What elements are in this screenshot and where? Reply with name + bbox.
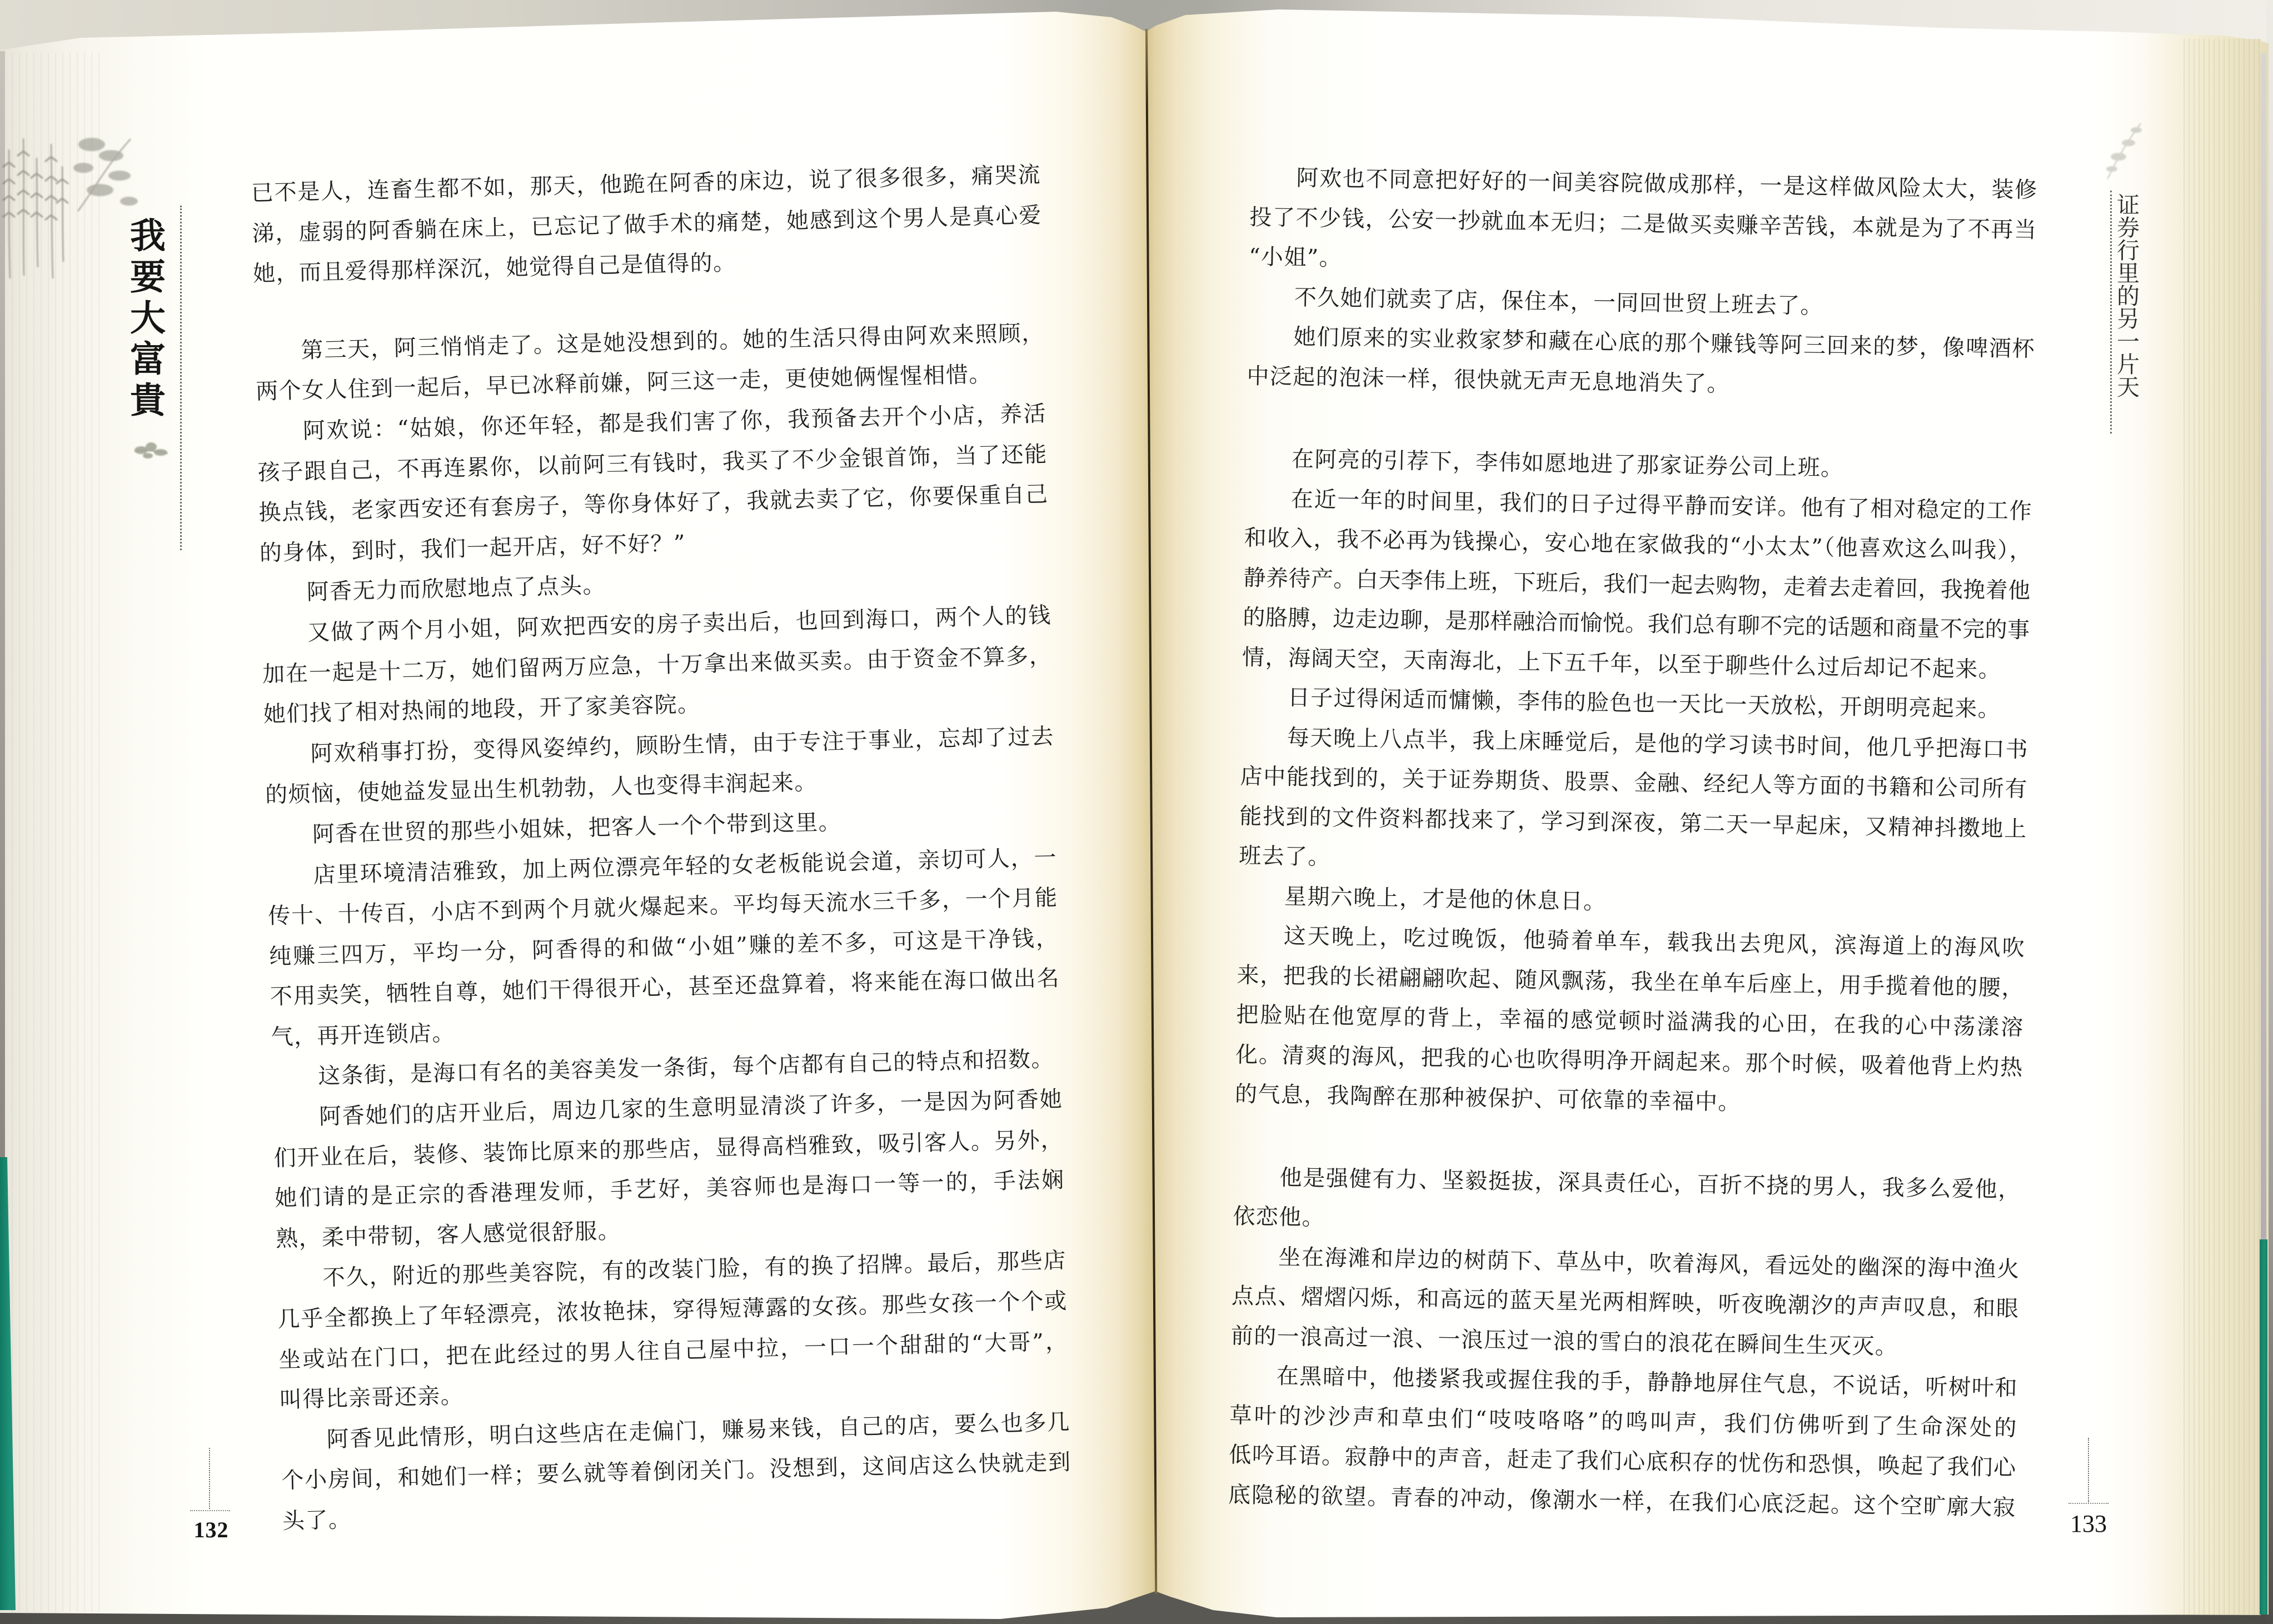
- text-line: 每天晚上八点半，我上床睡觉后，是他的学习读书时间，他几乎把海口书: [1287, 724, 2028, 763]
- text-line: 把脸贴在他宽厚的背上，幸福的感觉顿时溢满我的心田，在我的心中荡漾溶: [1236, 1002, 2023, 1041]
- paragraph: [1234, 916, 2025, 1128]
- paragraph: [1230, 1237, 2019, 1369]
- text-line: 和收入，我不必再为钱操心，安心地在家做我的“小太太”（他喜欢这么叫我），: [1244, 525, 2031, 564]
- text-line: 班去了。: [1238, 843, 1332, 870]
- page-number-left: 132: [193, 1517, 229, 1542]
- text-line: 熟，柔中带韧，客人感觉很舒服。: [275, 1218, 621, 1252]
- page-number-rule: [209, 1448, 210, 1509]
- paragraph: [1228, 1356, 2018, 1528]
- text-line: 日子过得闲适而慵懒，李伟的脸色也一天比一天放松，开朗明亮起来。: [1287, 685, 2001, 723]
- text-line: 两个女人住到一起后，早已冰释前嫌，阿三这一走，更使她俩惺惺相惜。: [255, 362, 993, 405]
- paragraph: [1233, 1157, 2021, 1249]
- text-line: 涕，虚弱的阿香躺在床上，已忘记了做手术的痛楚，她感到这个男人是真心爱: [252, 202, 1041, 247]
- text-line: 头了。: [282, 1507, 352, 1535]
- paragraph: [280, 1402, 1072, 1542]
- text-line: 投了不少钱，公安一抄就血本无归；二是做买卖赚辛苦钱，本就是为了不再当: [1249, 204, 2037, 243]
- text-line: 阿欢也不同意把好好的一间美容院做成那样，一是这样做风险太大，装修: [1296, 165, 2037, 203]
- text-line: 在阿亮的引荐下，李伟如愿地进了那家证券公司上班。: [1291, 446, 1844, 481]
- text-line: 化。清爽的海风，把我的心也吹得明净开阔起来。那个时候，吸着他背上灼热: [1235, 1042, 2023, 1080]
- paragraph: [1248, 158, 2037, 290]
- text-line: 店中能找到的，关于证券期货、股票、金融、经纪人等方面的书籍和公司所有: [1240, 763, 2027, 803]
- page-stack-edge-left: [6, 53, 100, 1612]
- text-line: 传十、十传百，小店不到两个月就火爆起来。平均每天流水三千多，一个月能: [267, 885, 1058, 929]
- text-line: 她，而且爱得那样深沉，她觉得自己是值得的。: [252, 250, 736, 287]
- paragraph: [261, 595, 1053, 735]
- running-title-chapter: 证券行里的另一片天: [2113, 193, 2140, 398]
- text-line: 纯赚三四万，平均一分，阿香得的和做“小姐”赚的差不多，可这是干净钱，: [268, 925, 1059, 970]
- text-line: 坐在海滩和岸边的树荫下、草丛中，吹着海风，看远处的幽深的海中渔火: [1278, 1244, 2020, 1282]
- text-line: 星期六晚上，才是他的休息日。: [1284, 883, 1607, 915]
- page-number-right: 133: [2070, 1510, 2107, 1537]
- text-line: 底隐秘的欲望。青春的冲动，像潮水一样，在我们心底泛起。这个空旷廓大寂: [1228, 1482, 2016, 1521]
- page-number-rule: [2088, 1438, 2089, 1502]
- left-page-body-text: [251, 155, 1072, 1542]
- text-line: 气，再开连锁店。: [271, 1020, 456, 1050]
- paragraph: [256, 393, 1049, 574]
- ink-painting-decoration: [0, 128, 144, 283]
- text-line: 低吟耳语。寂静中的声音，赶走了我们心底积存的忧伤和恐惧，唤起了我们心: [1228, 1442, 2016, 1481]
- text-line: 点点、熠熠闪烁，和高远的蓝天星光两相辉映，听夜晚潮汐的声声叹息，和眼: [1231, 1283, 2019, 1322]
- text-line: 前的一浪高过一浪、一浪压过一浪的雪白的浪花在瞬间生生灭灭。: [1230, 1323, 1898, 1360]
- paragraph: [267, 838, 1060, 1058]
- text-line: 阿香无力而欣慰地点了点头。: [306, 572, 606, 606]
- text-line: 她们原来的实业救家梦和藏在心底的那个赚钱等阿三回来的梦，像啤酒杯: [1293, 324, 2035, 362]
- text-line: 阿欢说：“姑娘，你还年轻，都是我们害了你，我预备去开个小店，养活: [302, 401, 1046, 444]
- text-line: 来，把我的长裙翩翩吹起、随风飘荡，我坐在单车后座上，用手揽着他的腰，: [1237, 962, 2024, 1001]
- text-line: 能找到的文件资料都找来了，学习到深夜，第二天一早起床，又精神抖擞地上: [1239, 803, 2027, 842]
- paragraph: [1242, 479, 2032, 690]
- page-stack-edge-right: [2180, 39, 2261, 1615]
- text-line: 的气息，我陶醉在那种被保护、可依靠的幸福中。: [1234, 1081, 1742, 1115]
- paragraph: [1247, 317, 2035, 409]
- paragraph: [251, 155, 1043, 295]
- text-line: 阿欢稍事打扮，变得风姿绰约，顾盼生情，由于专注于事业，忘却了过去: [310, 723, 1054, 767]
- cover-edge-right-teal: [2260, 1239, 2267, 1615]
- text-line: 的身体，到时，我们一起开店，好不好？”: [259, 530, 686, 566]
- right-page-body-text: [1228, 158, 2037, 1528]
- text-line: 她们请的是正宗的香港理发师，手艺好，美容师也是海口一等一的，手法娴: [274, 1167, 1064, 1212]
- leaf-sprig-decoration: [2096, 118, 2152, 182]
- text-line: 不用卖笑，牺牲自尊，她们干得很开心，甚至还盘算着，将来能在海口做出名: [270, 965, 1060, 1010]
- text-line: 阿香见此情形，明白这些店在走偏门，赚易来钱，自己的店，要么也多几: [326, 1409, 1070, 1453]
- text-line: 换点钱，老家西安还有套房子，等你身体好了，我就去卖了它，你要保重自己: [258, 481, 1048, 526]
- text-line: 阿香在世贸的那些小姐妹，把客人一个个带到这里。: [312, 809, 842, 848]
- paragraph: [272, 1079, 1065, 1259]
- text-line: 加在一起是十二万，她们留两万应急，十万拿出来做买卖。由于资金不算多，: [262, 642, 1052, 688]
- text-line: 依恋他。: [1233, 1203, 1325, 1231]
- running-title-rule: [2110, 191, 2112, 434]
- text-line: 坐或站在门口，把在此经过的男人往自己屋中拉，一口一个甜甜的“大哥”，: [278, 1328, 1068, 1373]
- running-title-book: 我要大富貴: [124, 217, 166, 422]
- paragraph: [276, 1241, 1069, 1421]
- text-line: 第三天，阿三悄悄走了。这是她没想到的。她的生活只得由阿欢来照顾，: [300, 320, 1044, 363]
- text-line: 店里环境清洁雅致，加上两位漂亮年轻的女老板能说会道，亲切可人，一: [313, 844, 1056, 888]
- text-line: 情，海阔天空，天南海北，上下五千年，以至于聊些什么过后却记不起来。: [1242, 644, 2002, 683]
- text-line: 她们找了相对热闹的地段，开了家美容院。: [263, 691, 701, 728]
- text-line: 已不是人，连畜生都不如，那天，他跪在阿香的床边，说了很多很多，痛哭流: [251, 162, 1040, 206]
- text-line: “小姐”。: [1248, 243, 1343, 271]
- text-line: 又做了两个月小姐，阿欢把西安的房子卖出后，也回到海口，两个人的钱: [307, 602, 1051, 646]
- text-line: 的烦恼，使她益发显出生机勃勃，人也变得丰润起来。: [265, 769, 818, 808]
- text-line: 们开业在后，装修、装饰比原来的那些店，显得高档雅致，吸引客人。另外，: [273, 1127, 1063, 1172]
- text-line: 叫得比亲哥还亲。: [279, 1383, 464, 1413]
- text-line: 中泛起的泡沫一样，很快就无声无息地消失了。: [1247, 363, 1731, 397]
- flower-sprig-decoration: [131, 435, 171, 466]
- text-line: 这天晚上，吃过晚饭，他骑着单车，载我出去兜风，滨海道上的海风吹: [1283, 923, 2025, 962]
- text-line: 阿香她们的店开业后，周边几家的生意明显清淡了许多，一是因为阿香她: [318, 1087, 1063, 1130]
- text-line: 不久，附近的那些美容院，有的改装门脸，有的换了招牌。最后，那些店: [322, 1248, 1066, 1291]
- cover-edge-right: [2261, 53, 2266, 1239]
- running-title-rule: [180, 206, 182, 550]
- text-line: 不久她们就卖了店，保住本，一同回世贸上班去了。: [1294, 284, 1824, 319]
- text-line: 他是强健有力、坚毅挺拔，深具责任心，百折不挠的男人，我多么爱他，: [1279, 1164, 2021, 1203]
- text-line: 这条街，是海口有名的美容美发一条街，每个店都有自己的特点和招数。: [317, 1046, 1055, 1090]
- text-line: 在近一年的时间里，我们的日子过得平静而安详。他有了相对稳定的工作: [1290, 486, 2032, 524]
- text-line: 在黑暗中，他搂紧我或握住我的手，静静地屏住气息，不说话，听树叶和: [1276, 1363, 2017, 1402]
- page-number-rule: [190, 1510, 230, 1511]
- text-line: 静养待产。白天李伟上班，下班后，我们一起去购物，走着去走着回，我挽着他: [1243, 565, 2031, 604]
- text-line: 几乎全都换上了年轻漂亮，浓妆艳抹，穿得短薄露的女孩。那些女孩一个个或: [277, 1288, 1067, 1333]
- text-line: 个小房间，和她们一样；要么就等着倒闭关门。没想到，这间店这么快就走到: [281, 1449, 1071, 1494]
- text-line: 孩子跟自己，不再连累你，以前阿三有钱时，我买了不少金银首饰，当了还能: [257, 441, 1047, 486]
- paragraph: [1239, 717, 2028, 889]
- page-number-rule: [2068, 1503, 2108, 1504]
- text-line: 的胳膊，边走边聊，是那样融洽而愉悦。我们总有聊不完的话题和商量不完的事: [1242, 604, 2030, 644]
- text-line: 草叶的沙沙声和草虫们“吱吱咯咯”的鸣叫声，我们仿佛听到了生命深处的: [1229, 1402, 2017, 1441]
